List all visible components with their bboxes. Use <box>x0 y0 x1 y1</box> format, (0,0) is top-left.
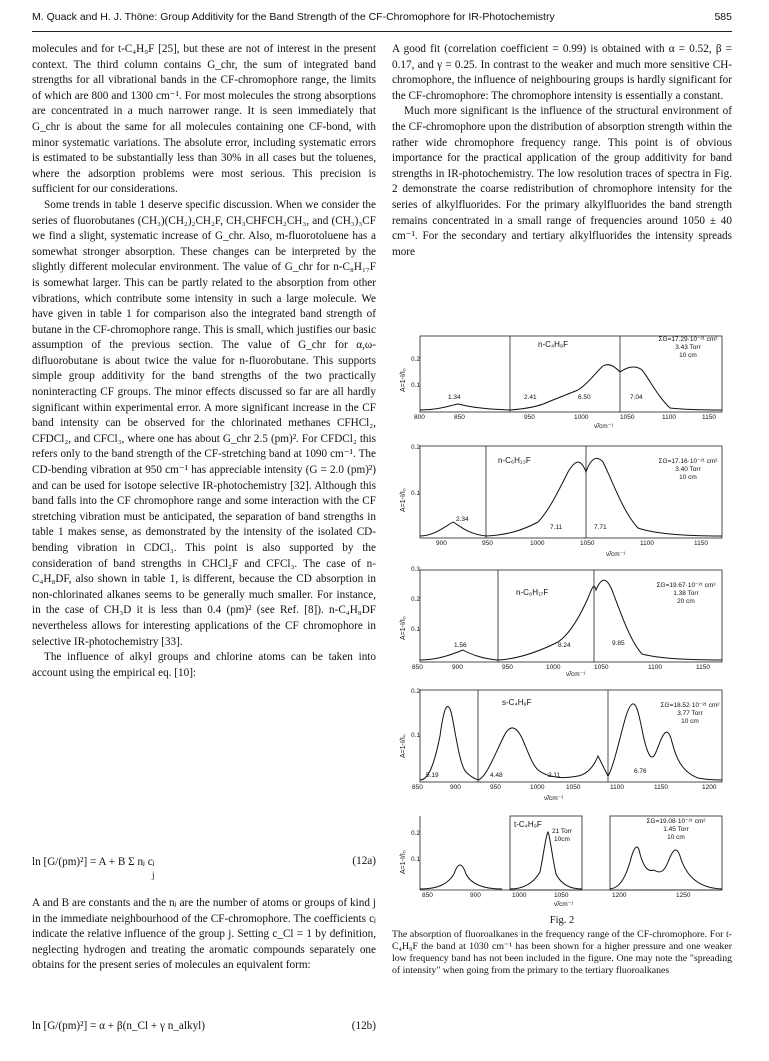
spectrum-panel-n-c4h9f <box>398 332 728 432</box>
band-strength-sum: ΣG=18.52·10⁻²¹ cm² <box>660 702 720 709</box>
x-tick: 850 <box>412 664 423 671</box>
x-tick: 1000 <box>530 540 545 547</box>
y-axis-label: A=1-I/I₀ <box>400 368 407 392</box>
left-paragraph-2: Some trends in table 1 deserve specific discussion. When we consider the series of fluorobutanes (CH₃)(CH₂)₂CH₂F, CH₃CHFCH₂CH₃, and (CH₃)₃CF we find a slight, systematic increase of G_chr. Also, m-fluorotoluene has a somewhat stronger absorption. These changes can be interpreted by the slightly different molecular environment. The value of G_chr for n-C₈H₁₇F is somewhat larger. This can be partly related to the absorption from other vibrations, which contribute some intensity in such a large molecule. We have given in table 1 for comparison also the integrated band strength of butane in the CF-chromophore range. This is small, which justifies our basic assumption of the previous section. The value of G_chr for α,ω-difluorobutane is about twice the value for n-fluorobutane. This supports simple group additivity for the band strengths of the two practically noninteracting CF groups. The minor effects discussed so far are all hardly significant within experimental error. A more significant increase in the CF band intensity can be observed for the chlorinated methanes CFHCl₂, CFDCl₂, and CFCl₃, where one has about G_chr 2.5 (pm)². For CFDCl₂ this refers only to the band strength of the CF-stretching band at 1090 cm⁻¹. The CD-bending vibration at 950 cm⁻¹ has appreciable intensity (G = 2.0 (pm)²) and can be used for isotope selective IR-photochemistry [32]. Although this band falls into the CF chromophore range and some interaction with the CF stretching vibration must be anticipated, the separation of band strengths in table 1 makes sense, as demonstrated by the intensity of the isolated CD-bending vibration in CDCl₃. This point is also supported by the consideration of band strengths in CHCl₂F and CFCl₃. The case of n-C₄H₈DF, also shown in table 1, is different, because the CD absorption in non-chlorinated alkanes seems to be generally much smaller. For instance, in the case of CH₃D it is less than 0.4 (pm)² (see Ref. [8]). n-C₄H₈DF nevertheless allows for interesting applications of the CF chromophore in selective IR-photochemistry [33]. <box>32 198 376 648</box>
x-tick: 1100 <box>648 664 662 671</box>
x-tick: 1100 <box>610 784 624 791</box>
compound-label-n-c8h17f: n-C₈H₁₇F <box>516 588 549 597</box>
pressure: 3.43 Torr <box>675 344 701 351</box>
path-length: 10cm <box>554 836 570 843</box>
y-axis-label: A=1-I/I₀ <box>400 488 407 512</box>
x-tick: 1050 <box>620 414 635 421</box>
x-tick: 850 <box>454 414 465 421</box>
x-tick: 850 <box>412 784 423 791</box>
right-paragraph-2: Much more significant is the influence of the structural environment of the CF-chromophore upon the distribution of absorption strength within the rather wide chromophore frequency range. This point is of obvious importance for the practical application of the group additivity for band strengths in IR-photochemistry. The low resolution traces of spectra in Fig. 2 demonstrate the coarse redistribution of chromophore intensity for the series of alkylfluorides. For the primary alkylfluorides the band strength remains concentrated in a small range of frequencies around 1050 ± 40 cm⁻¹. For the secondary and tertiary alkylfluorides the intensity spreads more <box>392 105 732 258</box>
equation-12b-expression: ln [G/(pm)²] = α + β(n_Cl + γ n_alkyl) <box>32 1020 206 1032</box>
x-tick: 1100 <box>662 414 676 421</box>
page-number: 585 <box>714 11 732 23</box>
x-tick: 1150 <box>654 784 668 791</box>
band-value: 7.11 <box>550 524 563 531</box>
x-tick: 950 <box>524 414 535 421</box>
x-axis-label: ν̃/cm⁻¹ <box>566 671 586 678</box>
x-axis-label: ν̃/cm⁻¹ <box>554 901 574 908</box>
panel-info-secondary-t-c4h9f <box>542 828 582 844</box>
spectrum-panel-n-c8h17f <box>398 566 728 678</box>
equation-12a-expression: ln [G/(pm)²] = A + B Σ nⱼ cⱼ <box>32 856 155 868</box>
panel-info-n-c6h13f <box>648 458 728 482</box>
path-length: 10 cm <box>679 352 697 359</box>
x-tick: 900 <box>450 784 461 791</box>
y-tick: 0.2 <box>411 356 421 363</box>
spectrum-panel-s-c4h9f <box>398 686 728 804</box>
band-value: 1.56 <box>454 642 467 649</box>
band-value: 6.50 <box>578 394 591 401</box>
x-tick: 1200 <box>612 892 627 899</box>
y-tick: 0.1 <box>411 856 421 863</box>
compound-label-s-c4h9f: s-C₄H₉F <box>502 698 532 707</box>
running-title: M. Quack and H. J. Thöne: Group Additivity for the Band Strength of the CF-Chromophore for IR-Photochemistry <box>32 11 555 23</box>
x-tick: 900 <box>436 540 447 547</box>
right-column <box>392 42 732 260</box>
equation-12a-label: (12a) <box>352 855 376 867</box>
equation-12b <box>32 1020 376 1036</box>
band-value: 8.24 <box>558 642 571 649</box>
panel-info-n-c4h9f <box>648 336 728 360</box>
x-tick: 850 <box>422 892 433 899</box>
path-length: 20 cm <box>677 598 695 605</box>
x-tick: 1050 <box>580 540 595 547</box>
y-tick: 0.1 <box>411 626 421 633</box>
band-value: 6.76 <box>634 768 647 775</box>
band-value: 4.48 <box>490 772 503 779</box>
band-value: 2.11 <box>548 772 561 779</box>
compound-label-n-c6h13f: n-C₆H₁₃F <box>498 456 531 465</box>
y-tick: 0.3 <box>411 566 421 573</box>
pressure: 21 Torr <box>551 828 573 835</box>
left-paragraph-4: A and B are constants and the nⱼ are the number of atoms or groups of kind j in the immediate neighbourhood of the CF-chromophore. The coefficients cⱼ indicate the relative influence of the group j. Setting c_Cl = 1 by definition, neglecting hydrogen and treating the aromatic compounds separately one obtains for the present series of molecules an equivalent form: <box>32 897 376 972</box>
x-tick: 950 <box>490 784 501 791</box>
band-value: 1.34 <box>448 394 461 401</box>
band-value: 5.19 <box>426 772 439 779</box>
panel-info-n-c8h17f <box>646 582 726 606</box>
caption-title: Fig. 2 <box>549 915 575 926</box>
band-strength-sum: ΣG=17.29·10⁻²¹ cm² <box>658 336 718 343</box>
x-tick: 900 <box>470 892 481 899</box>
pressure: 1.38 Torr <box>673 590 699 597</box>
x-axis-label: ν̃/cm⁻¹ <box>594 423 614 430</box>
path-length: 10 cm <box>679 474 697 481</box>
x-tick: 1000 <box>530 784 545 791</box>
x-tick: 1100 <box>640 540 654 547</box>
y-tick: 0.2 <box>411 596 421 603</box>
x-tick: 1050 <box>566 784 581 791</box>
x-tick: 1000 <box>546 664 561 671</box>
x-tick: 1000 <box>512 892 527 899</box>
band-strength-sum: ΣG=19.08·10⁻²¹ cm² <box>646 818 706 825</box>
equation-12a <box>32 855 376 885</box>
band-value: 7.71 <box>594 524 607 531</box>
spectrum-panel-n-c6h13f <box>398 442 728 560</box>
running-header <box>32 11 732 27</box>
band-value: 2.41 <box>524 394 537 401</box>
y-tick: 0.1 <box>411 382 421 389</box>
panel-info-s-c4h9f <box>650 702 730 726</box>
panel-info-t-c4h9f <box>630 818 722 842</box>
x-axis-label: ν̃/cm⁻¹ <box>544 795 564 802</box>
x-tick: 1150 <box>694 540 708 547</box>
left-column-continued <box>32 896 376 974</box>
header-rule <box>32 31 732 32</box>
equation-12b-label: (12b) <box>351 1020 376 1032</box>
y-axis-label: A=1-I/I₀ <box>400 734 407 758</box>
compound-label-n-c4h9f: n-C₄H₉F <box>538 340 568 349</box>
pressure: 1.45 Torr <box>663 826 689 833</box>
caption-text: The absorption of fluoroalkanes in the frequency range of the CF-chromophore. For t-C₄H₉F the band at 1030 cm⁻¹ has been shown for a higher pressure and one weaker low frequency band has not been included in the figure. One may note the "spreading of intensity" when going from the primary to the tertiary fluoroalkanes <box>392 929 732 976</box>
x-tick: 1050 <box>594 664 609 671</box>
path-length: 10 cm <box>681 718 699 725</box>
y-tick: 0.1 <box>411 732 421 739</box>
band-strength-sum: ΣG=17.16·10⁻²¹ cm² <box>658 458 718 465</box>
x-tick: 1000 <box>574 414 589 421</box>
pressure: 3.77 Torr <box>677 710 703 717</box>
compound-label-t-c4h9f: t-C₄H₉F <box>514 820 542 829</box>
spectrum-panel-t-c4h9f <box>398 812 728 912</box>
left-paragraph-1: molecules and for t-C₄H₉F [25], but these are not of interest in the present context. The third column contains G_chr, the sum of integrated band strengths for all vibrational bands in the CF-chromophore range, the limits of which are 800 and 1300 cm⁻¹. For most molecules the strong absorptions are concentrated in a much narrower range. It is seen immediately that G_chr is about the same for all molecules containing one CF-bond, with minor systematic variations. The absolute error, including systematic errors is estimated to be substantially less than 30% in all cases but the toluenes, where the adsorption problems were most serious. This precision is sufficient for our considerations. <box>32 43 376 196</box>
x-tick: 1250 <box>676 892 691 899</box>
x-tick: 800 <box>414 414 425 421</box>
y-axis-label: A=1-I/I₀ <box>400 616 407 640</box>
x-axis-label: ν̃/cm⁻¹ <box>606 551 626 558</box>
x-tick: 1200 <box>702 784 717 791</box>
equation-12a-subscript: j <box>152 870 155 880</box>
x-tick: 1050 <box>554 892 569 899</box>
band-value: 7.04 <box>630 394 643 401</box>
band-value: 9.85 <box>612 640 625 647</box>
left-column <box>32 42 376 681</box>
y-axis-label: A=1-I/I₀ <box>400 850 407 874</box>
y-tick: 0.1 <box>411 490 421 497</box>
path-length: 10 cm <box>667 834 685 841</box>
x-tick: 1150 <box>702 414 716 421</box>
y-tick: 0.2 <box>411 830 421 837</box>
right-paragraph-1: A good fit (correlation coefficient = 0.99) is obtained with α = 0.52, β = 0.17, and γ = 0.25. In contrast to the weaker and much more sensitive CH-chromophore, the influence of neighbouring groups is hardly significant for the CF-chromophore: The chromophore intensity is essentially a constant. <box>392 43 732 102</box>
y-tick: 0.2 <box>411 688 421 695</box>
x-tick: 1150 <box>696 664 710 671</box>
left-paragraph-3: The influence of alkyl groups and chlorine atoms can be taken into account using the empirical eq. [10]: <box>32 651 376 679</box>
band-value: 2.34 <box>456 516 469 523</box>
y-tick: 0.2 <box>411 444 421 451</box>
x-tick: 950 <box>482 540 493 547</box>
x-tick: 950 <box>502 664 513 671</box>
x-tick: 900 <box>452 664 463 671</box>
pressure: 3.40 Torr <box>675 466 701 473</box>
band-strength-sum: ΣG=19.67·10⁻²¹ cm² <box>656 582 716 589</box>
figure-caption <box>392 915 732 977</box>
